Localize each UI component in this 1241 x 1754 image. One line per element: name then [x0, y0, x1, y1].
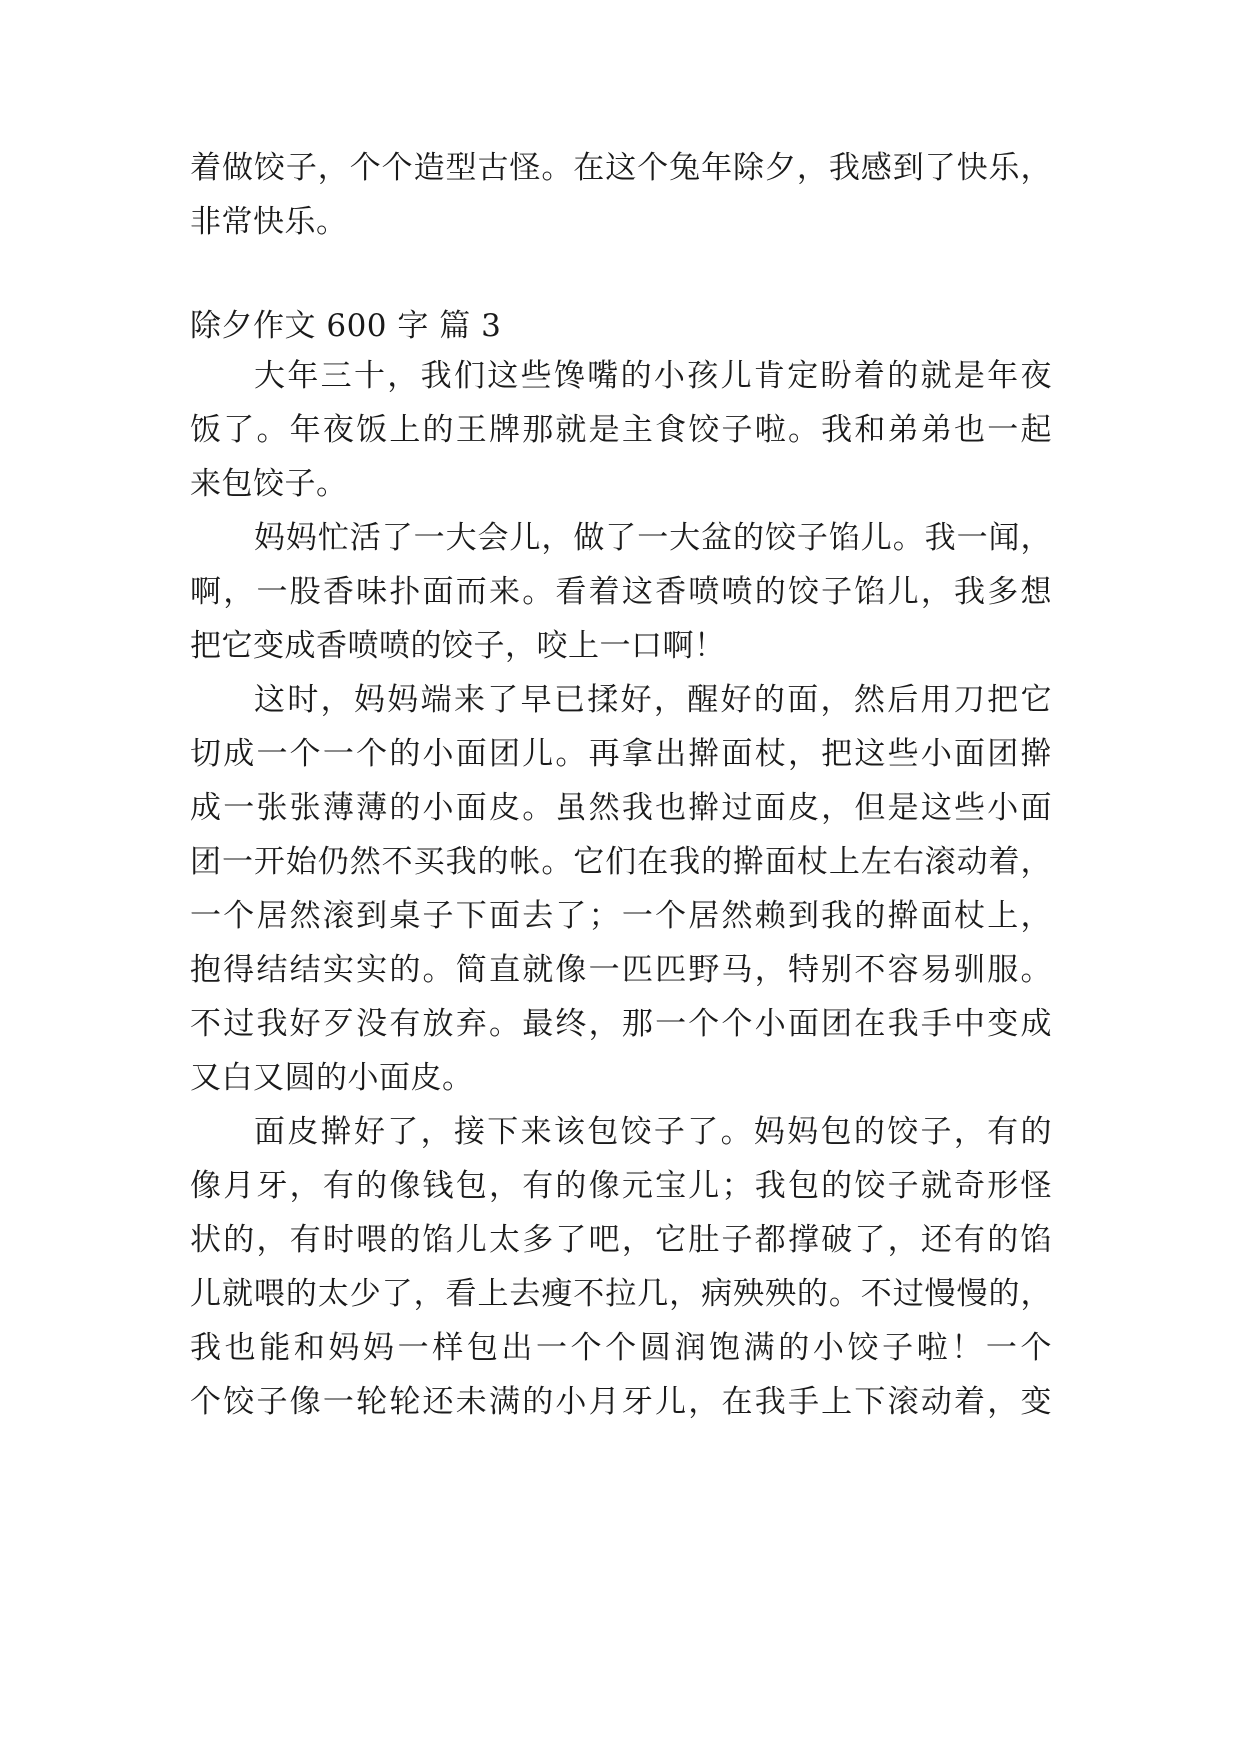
paragraph-line: 我也能和妈妈一样包出一个个圆润饱满的小饺子啦！一个	[190, 1330, 1052, 1366]
paragraph-line: 抱得结结实实的。简直就像一匹匹野马，特别不容易驯服。	[190, 952, 1052, 988]
paragraph-line: 饭了。年夜饭上的王牌那就是主食饺子啦。我和弟弟也一起	[190, 412, 1052, 448]
paragraph-line: 切成一个一个的小面团儿。再拿出擀面杖，把这些小面团擀	[190, 736, 1052, 772]
paragraph-line: 把它变成香喷喷的饺子，咬上一口啊！	[190, 628, 726, 664]
paragraph-line: 团一开始仍然不买我的帐。它们在我的擀面杖上左右滚动着，	[190, 844, 1052, 880]
paragraph-line: 状的，有时喂的馅儿太多了吧，它肚子都撑破了，还有的馅	[190, 1222, 1052, 1258]
paragraph-line: 成一张张薄薄的小面皮。虽然我也擀过面皮，但是这些小面	[190, 790, 1052, 826]
paragraph-line: 妈妈忙活了一大会儿，做了一大盆的饺子馅儿。我一闻，	[254, 520, 1052, 556]
paragraph-line: 一个居然滚到桌子下面去了；一个居然赖到我的擀面杖上，	[190, 898, 1052, 934]
paragraph-line: 不过我好歹没有放弃。最终，那一个个小面团在我手中变成	[190, 1006, 1052, 1042]
paragraph-line: 儿就喂的太少了，看上去瘦不拉几，病殃殃的。不过慢慢的，	[190, 1276, 1052, 1312]
paragraph-line: 面皮擀好了，接下来该包饺子了。妈妈包的饺子，有的	[254, 1114, 1052, 1150]
paragraph-line: 像月牙，有的像钱包，有的像元宝儿；我包的饺子就奇形怪	[190, 1168, 1052, 1204]
paragraph-line: 又白又圆的小面皮。	[190, 1060, 474, 1096]
section-heading: 除夕作文 600 字 篇 3	[190, 308, 502, 344]
paragraph-line: 这时，妈妈端来了早已揉好，醒好的面，然后用刀把它	[254, 682, 1052, 718]
text-line: 着做饺子，个个造型古怪。在这个兔年除夕，我感到了快乐，	[190, 150, 1052, 186]
text-line: 非常快乐。	[190, 204, 348, 240]
paragraph-line: 啊，一股香味扑面而来。看着这香喷喷的饺子馅儿，我多想	[190, 574, 1052, 610]
paragraph-line: 个饺子像一轮轮还未满的小月牙儿，在我手上下滚动着，变	[190, 1384, 1052, 1420]
paragraph-line: 大年三十，我们这些馋嘴的小孩儿肯定盼着的就是年夜	[254, 358, 1052, 394]
paragraph-line: 来包饺子。	[190, 466, 348, 502]
